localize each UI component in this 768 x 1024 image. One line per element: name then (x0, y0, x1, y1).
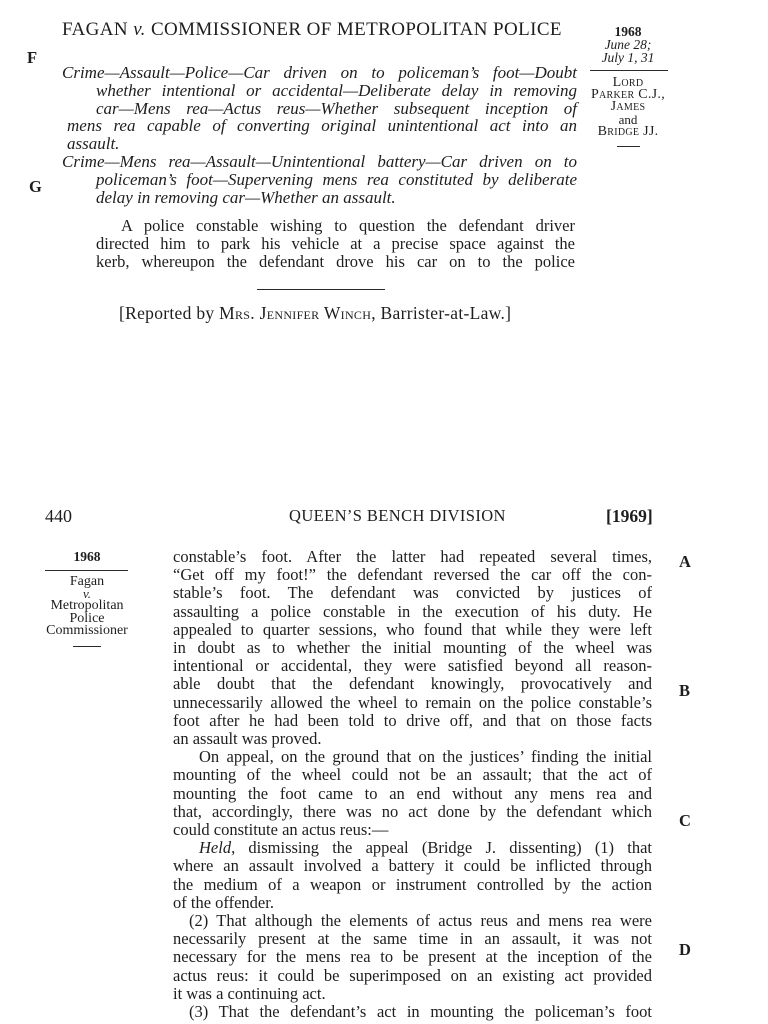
body-line: actus reus: it could be superimposed on an existing act provided (173, 965, 652, 985)
reporter-credit (119, 303, 511, 324)
rule (73, 646, 101, 647)
hearing-date: June 28; (604, 36, 652, 52)
hearing-year: 1968 (614, 24, 642, 39)
sidebar-party: Police (69, 610, 105, 626)
margin-letter-c: C (679, 811, 691, 830)
rule (590, 70, 668, 71)
headnote-line: directed him to park his vehicle at a precise space against the (96, 234, 575, 253)
held-text: , dismissing the appeal (Bridge J. dissenting) (1) that (231, 838, 652, 858)
report-body (173, 548, 652, 1021)
margin-letter-b: B (679, 681, 691, 700)
catchword-line: mens rea capable of converting original unintentional act into an (67, 116, 577, 136)
catchword-line: whether intentional or accidental—Deliberate delay in removing (96, 80, 577, 100)
catchword-line: Crime—Assault—Police—Car driven on to policeman’s foot—Doubt (62, 63, 577, 82)
headnote-line: kerb, whereupon the defendant drove his car on to the police (96, 252, 575, 271)
body-line: mounting of the wheel could not be an assault; that the act of (173, 765, 652, 785)
body-line: able doubt that the defendant knowingly, provocatively and (173, 674, 652, 694)
page-number: 440 (45, 506, 72, 526)
judge-line: Lord (612, 75, 644, 90)
body-line: (3) That the defendant’s act in mounting the policeman’s foot (189, 1002, 652, 1022)
body-line: necessary for the mens rea to be present at the inception of the (173, 947, 652, 967)
hearing-date: July 1, 31 (601, 49, 655, 65)
body-line: that, accordingly, there was no act done by the defendant which (173, 801, 652, 821)
sidebar-party: Fagan (69, 574, 105, 589)
coram (576, 77, 680, 138)
catchword-line: Crime—Mens rea—Assault—Unintentional battery—Car driven on to (62, 151, 577, 171)
sidebar-party: Metropolitan (50, 598, 124, 614)
body-line: mounting the foot came to an end without any mens rea and (173, 783, 652, 803)
body-line: it was a continuing act. (173, 983, 326, 1003)
rule (45, 570, 128, 571)
versus: v. (133, 19, 146, 40)
judge-line: Parker C.J., (590, 87, 666, 103)
lower-page (0, 490, 768, 1024)
body-line: stable’s foot. The defendant was convicted by justices of (173, 583, 652, 603)
body-line (199, 839, 652, 857)
margin-letter-d: D (679, 940, 691, 959)
body-line: could constitute an actus reus:— (173, 820, 389, 840)
judge-conjunction: and (618, 111, 638, 127)
body-line: where an assault involved a battery it could be inflicted through (173, 856, 652, 876)
body-line: constable’s foot. After the latter had repeated several times, (173, 547, 652, 566)
catchword-line: delay in removing car—Whether an assault. (96, 187, 396, 207)
running-head-division: QUEEN’S BENCH DIVISION (289, 506, 506, 525)
body-line: On appeal, on the ground that on the justices’ finding the initial (199, 747, 652, 767)
body-line: “Get off my foot!” the defendant reversed the car off the con- (173, 565, 652, 585)
margin-letter-a: A (679, 552, 691, 571)
rule (617, 146, 640, 147)
catchwords (62, 64, 577, 206)
body-line: appealed to quarter sessions, who found that while they were left (173, 619, 652, 639)
sidebar-case-name (40, 576, 134, 637)
sidebar-year: 1968 (73, 549, 101, 564)
sidebar-versus: v. (82, 586, 92, 602)
body-line: unnecessarily allowed the wheel to remain on the police constable’s (173, 692, 652, 712)
upper-page-fragment (0, 0, 768, 340)
body-line: of the offender. (173, 892, 274, 912)
catchword-line: assault. (67, 134, 120, 154)
body-line: assaulting a police constable in the execution of his duty. He (173, 601, 652, 621)
reporter-prefix: [Reported by (119, 303, 220, 323)
held-label: Held (199, 838, 232, 858)
case-party-left: FAGAN (62, 19, 129, 40)
sidebar-party: Commissioner (46, 622, 128, 638)
headnote (96, 217, 575, 271)
catchword-line: policeman’s foot—Supervening mens rea constituted by deliberate (96, 169, 577, 189)
body-line: foot after he had been told to drive off, and that on those facts (173, 710, 652, 730)
case-party-right: COMMISSIONER OF METROPOLITAN POLICE (150, 19, 562, 40)
reporter-name: Mrs. Jennifer Winch (219, 303, 372, 323)
rule (257, 289, 385, 290)
headnote-line: A police constable wishing to question the defendant driver (121, 216, 575, 235)
catchword-line: car—Mens rea—Actus reus—Whether subsequent inception of (96, 98, 577, 118)
body-line: the medium of a weapon or instrument controlled by the action (173, 874, 652, 894)
judge-line: Bridge JJ. (597, 123, 659, 139)
body-line: in doubt as to whether the initial mounting of the wheel was (173, 638, 652, 658)
running-title (62, 19, 562, 41)
body-line: necessarily present at the same time in an assault, it was not (173, 929, 652, 949)
reporter-suffix: , Barrister-at-Law.] (371, 303, 512, 323)
judge-line: James (610, 99, 646, 115)
volume-year: [1969] (606, 506, 653, 526)
margin-letter-g: G (29, 177, 42, 196)
body-line: intentional or accidental, they were satisfied beyond all reason- (173, 656, 652, 676)
margin-letter-f: F (27, 48, 38, 67)
body-line: an assault was proved. (173, 729, 322, 749)
hearing-dates (586, 26, 670, 64)
body-line: (2) That although the elements of actus reus and mens rea were (189, 911, 652, 931)
